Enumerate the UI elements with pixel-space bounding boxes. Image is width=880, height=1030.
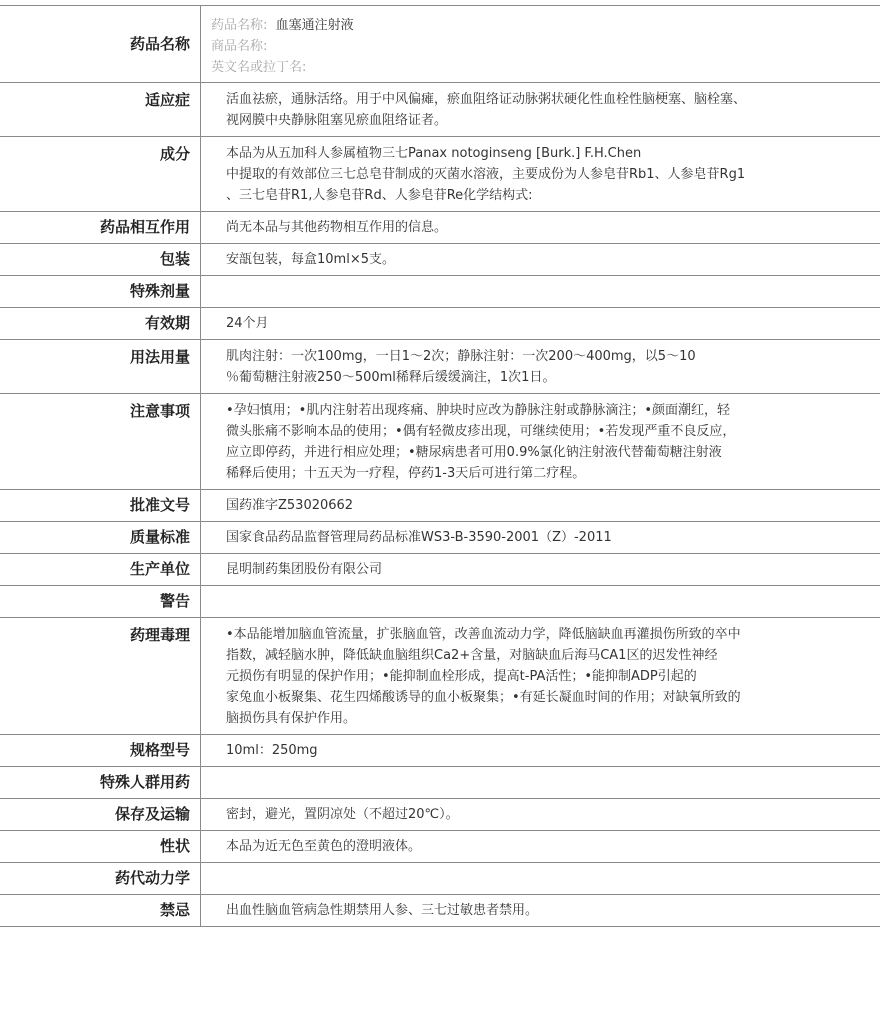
row-label: 包装 bbox=[0, 244, 201, 276]
english-name-label: 英文名或拉丁名: bbox=[211, 60, 307, 75]
row-label: 禁忌 bbox=[0, 895, 201, 927]
row-label: 保存及运输 bbox=[0, 799, 201, 831]
row-value: 本品为从五加科人参属植物三七Panax notoginseng [Burk.] F.H.Chen 中提取的有效部位三七总皂苷制成的灭菌水溶液，主要成份为人参皂苷Rb1、人参皂苷Rg1 、三七皂苷R1,人参皂苷Rd、人参皂苷Re化学结构式: bbox=[201, 137, 880, 212]
trade-name-label: 商品名称: bbox=[211, 39, 268, 54]
row-label: 药理毒理 bbox=[0, 618, 201, 735]
row-value: 尚无本品与其他药物相互作用的信息。 bbox=[201, 212, 880, 244]
row-label: 药品名称 bbox=[0, 6, 201, 83]
table-row bbox=[0, 276, 880, 308]
row-value bbox=[201, 767, 880, 799]
row-value: 10ml：250mg bbox=[201, 735, 880, 767]
table-row bbox=[0, 6, 880, 83]
row-value: 昆明制药集团股份有限公司 bbox=[201, 554, 880, 586]
table-row bbox=[0, 394, 880, 490]
table-row bbox=[0, 831, 880, 863]
table-row bbox=[0, 799, 880, 831]
english-name-line bbox=[211, 57, 880, 78]
row-label: 警告 bbox=[0, 586, 201, 618]
row-value bbox=[201, 276, 880, 308]
table-row bbox=[0, 895, 880, 927]
row-label: 质量标准 bbox=[0, 522, 201, 554]
row-value: •本品能增加脑血管流量，扩张脑血管，改善血流动力学，降低脑缺血再灌损伤所致的卒中 指数，减轻脑水肿，降低缺血脑组织Ca2+含量，对脑缺血后海马CA1区的迟发性神经 元损伤有明显的保护作用；•能抑制血栓形成，提高t-PA活性；•能抑制ADP引起的 家兔血小板聚集、花生四烯酸诱导的血小板聚集；•有延长凝血时间的作用；对缺氧所致的 脑损伤具有保护作用。 bbox=[201, 618, 880, 735]
row-label: 性状 bbox=[0, 831, 201, 863]
table-row bbox=[0, 137, 880, 212]
row-value bbox=[201, 863, 880, 895]
row-value: 密封，避光，置阴凉处（不超过20℃）。 bbox=[201, 799, 880, 831]
table-row bbox=[0, 212, 880, 244]
row-value: 肌肉注射：一次100mg，一日1～2次；静脉注射：一次200～400mg，以5～10 ％葡萄糖注射液250～500ml稀释后缓缓滴注，1次1日。 bbox=[201, 340, 880, 394]
table-row bbox=[0, 767, 880, 799]
table-row bbox=[0, 554, 880, 586]
row-value: 出血性脑血管病急性期禁用人参、三七过敏患者禁用。 bbox=[201, 895, 880, 927]
table-row bbox=[0, 490, 880, 522]
row-label: 注意事项 bbox=[0, 394, 201, 490]
row-label: 成分 bbox=[0, 137, 201, 212]
row-value: 24个月 bbox=[201, 308, 880, 340]
row-label: 药品相互作用 bbox=[0, 212, 201, 244]
table-row bbox=[0, 522, 880, 554]
table-row bbox=[0, 735, 880, 767]
row-label: 批准文号 bbox=[0, 490, 201, 522]
drug-name-block bbox=[201, 6, 880, 83]
row-label: 生产单位 bbox=[0, 554, 201, 586]
row-value: 安瓿包装，每盒10ml×5支。 bbox=[201, 244, 880, 276]
row-label: 适应症 bbox=[0, 83, 201, 137]
table-row bbox=[0, 308, 880, 340]
row-label: 特殊剂量 bbox=[0, 276, 201, 308]
table-row bbox=[0, 618, 880, 735]
row-label: 药代动力学 bbox=[0, 863, 201, 895]
table-row bbox=[0, 340, 880, 394]
table-row bbox=[0, 586, 880, 618]
generic-name-line bbox=[211, 15, 880, 36]
table-row bbox=[0, 863, 880, 895]
row-label: 有效期 bbox=[0, 308, 201, 340]
row-value: 本品为近无色至黄色的澄明液体。 bbox=[201, 831, 880, 863]
drug-info-table bbox=[0, 5, 880, 927]
row-value: 国家食品药品监督管理局药品标准WS3-B-3590-2001（Z）-2011 bbox=[201, 522, 880, 554]
row-label: 规格型号 bbox=[0, 735, 201, 767]
table-row bbox=[0, 83, 880, 137]
row-value: •孕妇慎用；•肌内注射若出现疼痛、肿块时应改为静脉注射或静脉滴注；•颜面潮红，轻 微头胀痛不影响本品的使用；•偶有轻微皮疹出现，可继续使用；•若发现严重不良反应， 应立即停药，并进行相应处理；•糖尿病患者可用0.9%氯化钠注射液代替葡萄糖注射液 稀释后使用；十五天为一疗程，停药1-3天后可进行第二疗程。 bbox=[201, 394, 880, 490]
row-value bbox=[201, 586, 880, 618]
trade-name-line bbox=[211, 36, 880, 57]
table-row bbox=[0, 244, 880, 276]
generic-name-value: 血塞通注射液 bbox=[275, 18, 354, 33]
row-value: 国药准字Z53020662 bbox=[201, 490, 880, 522]
row-label: 特殊人群用药 bbox=[0, 767, 201, 799]
row-value: 活血祛瘀，通脉活络。用于中风偏瘫，瘀血阻络证动脉粥状硬化性血栓性脑梗塞、脑栓塞、 视网膜中央静脉阻塞见瘀血阻络证者。 bbox=[201, 83, 880, 137]
generic-name-label: 药品名称: bbox=[211, 18, 268, 33]
row-label: 用法用量 bbox=[0, 340, 201, 394]
